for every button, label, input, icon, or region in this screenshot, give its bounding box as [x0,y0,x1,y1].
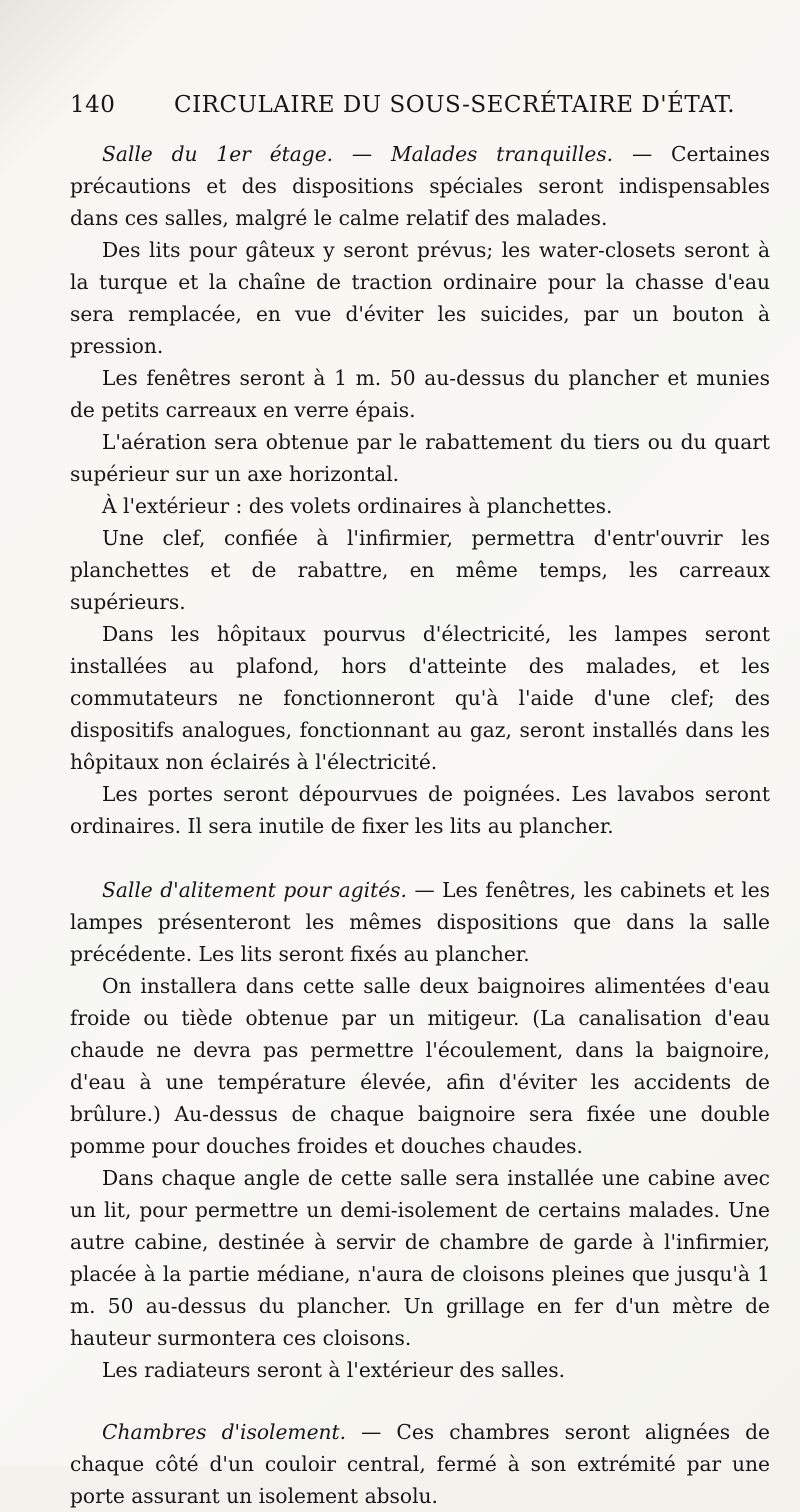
paragraph: Les portes seront dépourvues de poignées. Les lavabos seront ordinaires. Il sera inutile de fixer les lits au plancher. [70,782,770,838]
section-heading: Salle d'alitement pour agités. [102,878,407,902]
section-heading: Chambres d'isolement. [102,1420,347,1444]
body-text [70,138,770,1512]
paragraph: On installera dans cette salle deux baignoires alimentées d'eau froide ou tiède obtenue par un mitigeur. (La canalisation d'eau chaude ne devra pas permettre l'écoulement, dans la baignoire, d'eau à une température élevée, afin d'éviter les accidents de brûlure.) Au-dessus de chaque baignoire sera fixée une double pomme pour douches froides et douches chaudes. [70,974,770,1158]
paragraph-text: — Ces chambres seront alignées de chaque côté d'un couloir central, fermé à son extrémité par une porte assurant un isolement absolu. [70,1420,771,1508]
paragraph: Les radiateurs seront à l'extérieur des salles. [102,1358,566,1382]
paragraph: Dans chaque angle de cette salle sera installée une cabine avec un lit, pour permettre un demi-isolement de certains malades. Une autre cabine, destinée à servir de chambre de garde à l'infirmier, placée à la partie médiane, n'aura de cloisons pleines que jusqu'à 1 m. 50 au-dessus du plancher. Un grillage en fer d'un mètre de hauteur surmontera ces cloisons. [70,1166,770,1350]
paragraph [70,138,770,234]
page-number: 140 [70,92,116,118]
paragraph: Les fenêtres seront à 1 m. 50 au-dessus du plancher et munies de petits carreaux en verre épais. [70,366,770,422]
section-spacer [70,842,770,874]
paragraph: Une clef, confiée à l'infirmier, permettra d'entr'ouvrir les planchettes et de rabattre, en même temps, les carreaux supérieurs. [70,526,770,614]
paragraph: L'aération sera obtenue par le rabattement du tiers ou du quart supérieur sur un axe horizontal. [70,430,770,486]
paragraph: Des lits pour gâteux y seront prévus; les water-closets seront à la turque et la chaîne de traction ordinaire pour la chasse d'eau sera remplacée, en vue d'éviter les suicides, par un bouton à pression. [70,238,770,358]
page-header [70,92,760,128]
paragraph: Dans les hôpitaux pourvus d'électricité, les lampes seront installées au plafond, hors d'atteinte des malades, et les commutateurs ne fonctionneront qu'à l'aide d'une clef; des dispositifs analogues, fonctionnant au gaz, seront installés dans les hôpitaux non éclairés à l'électricité. [70,622,770,774]
paragraph [70,1416,770,1512]
running-title: CIRCULAIRE DU SOUS-SECRÉTAIRE D'ÉTAT. [174,92,736,118]
section-spacer [70,1386,770,1416]
paragraph [70,874,770,970]
paragraph-text: — Certaines précautions et des dispositions spéciales seront indispensables dans ces salles, malgré le calme relatif des malades. [70,142,770,230]
section-heading: Salle du 1er étage. — Malades tranquilles. [102,142,614,166]
paragraph-text: — Les fenêtres, les cabinets et les lampes présenteront les mêmes dispositions que dans la salle précédente. Les lits seront fixés au plancher. [70,878,771,966]
paragraph: À l'extérieur : des volets ordinaires à planchettes. [102,494,613,518]
